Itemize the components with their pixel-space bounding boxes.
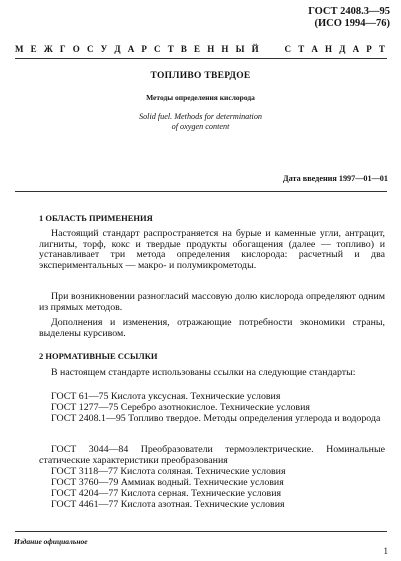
- reference-text: ГОСТ 1277—75 Серебро азотнокислое. Технические условия: [51, 402, 310, 413]
- banner-letter: У: [100, 44, 108, 54]
- banner-letter: С: [86, 44, 94, 54]
- document-subtitle: Методы определения кислорода: [146, 93, 255, 102]
- banner-letter: С: [284, 44, 292, 54]
- banner-letter: Е: [30, 44, 37, 54]
- reference-item: [39, 403, 385, 414]
- scope-paragraph-2: [39, 292, 385, 313]
- reference-item: [39, 489, 385, 500]
- scope-text-1: Настоящий стандарт распространяется на бурые и каменные угли, антрацит, лигниты, торф, кокс и твердые продукты обогащения (далее — топливо) и устанавливает три метода определения кислорода: расчетный и два экспериментальных — макро- и полумикрометоды.: [39, 228, 385, 271]
- banner-letter: Р: [141, 44, 147, 54]
- banner-letter: Й: [251, 44, 259, 54]
- references-intro-text: В настоящем стандарте использованы ссылки на следующие стандарты:: [51, 367, 356, 378]
- page-number: 1: [383, 546, 388, 556]
- reference-text: ГОСТ 61—75 Кислота уксусная. Технические условия: [51, 391, 281, 402]
- header-rule: [15, 58, 387, 59]
- reference-text: ГОСТ 4461—77 Кислота азотная. Технические условия: [51, 499, 285, 510]
- banner-letter: В: [180, 44, 187, 54]
- banner-letter: Т: [167, 44, 174, 54]
- reference-item: [39, 478, 385, 489]
- english-title-line1: Solid fuel. Methods for determination: [138, 112, 263, 121]
- banner-letter: [266, 44, 268, 54]
- reference-item: [39, 414, 385, 425]
- reference-item: [39, 500, 385, 511]
- scope-paragraph-3: [39, 318, 385, 339]
- banner-letter: Е: [194, 44, 201, 54]
- banner-letter: Т: [378, 44, 385, 54]
- banner-letter: Ы: [235, 44, 245, 54]
- reference-text: ГОСТ 2408.1—95 Топливо твердое. Методы определения углерода и водорода: [51, 413, 381, 424]
- reference-text: ГОСТ 3118—77 Кислота соляная. Технические условия: [51, 466, 286, 477]
- footer-rule: [15, 531, 387, 532]
- reference-item: [39, 445, 385, 466]
- section-heading-references: 2 НОРМАТИВНЫЕ ССЫЛКИ: [39, 351, 158, 361]
- banner-letter: Н: [207, 44, 215, 54]
- reference-text: ГОСТ 3760—79 Аммиак водный. Технические условия: [51, 477, 284, 488]
- banner-title: [15, 44, 385, 54]
- references-intro: [39, 368, 385, 379]
- date-rule: [15, 191, 387, 192]
- banner-letter: С: [154, 44, 161, 54]
- banner-letter: Н: [221, 44, 229, 54]
- scope-paragraph-1: [39, 229, 385, 271]
- iso-code: (ИСО 1994—76): [314, 18, 390, 29]
- standard-code: ГОСТ 2408.3—95: [308, 6, 390, 17]
- banner-letter: Н: [325, 44, 333, 54]
- official-edition-label: Издание официальное: [14, 537, 88, 546]
- banner-letter: А: [127, 44, 135, 54]
- banner-letter: О: [72, 44, 80, 54]
- reference-text: ГОСТ 4204—77 Кислота серная. Технические условия: [51, 488, 282, 499]
- english-title-line2: of oxygen content: [171, 122, 230, 131]
- scope-text-3: Дополнения и изменения, отражающие потребности экономики страны, выделены курсивом.: [39, 317, 385, 339]
- banner-letter: Г: [59, 44, 66, 54]
- scope-text-2: При возникновении разногласий массовую долю кислорода определяют одним из прямых методов.: [39, 291, 385, 313]
- banner-letters: [15, 44, 385, 54]
- banner-letter: А: [352, 44, 360, 54]
- banner-letter: Ж: [43, 44, 53, 54]
- section-heading-scope: 1 ОБЛАСТЬ ПРИМЕНЕНИЯ: [39, 213, 153, 223]
- introduction-date: Дата введения 1997—01—01: [283, 174, 388, 183]
- reference-text: ГОСТ 3044—84 Преобразователи термоэлектрические. Номинальные статические характеристики преобразования: [39, 444, 385, 466]
- document-title: ТОПЛИВО ТВЕРДОЕ: [150, 71, 251, 81]
- reference-item: [39, 392, 385, 403]
- banner-letter: Д: [114, 44, 121, 54]
- banner-letter: Д: [339, 44, 346, 54]
- banner-letter: М: [15, 44, 24, 54]
- reference-item: [39, 467, 385, 478]
- banner-letter: А: [311, 44, 318, 54]
- banner-letter: Т: [298, 44, 305, 54]
- banner-letter: Р: [366, 44, 372, 54]
- banner-letter: [275, 44, 277, 54]
